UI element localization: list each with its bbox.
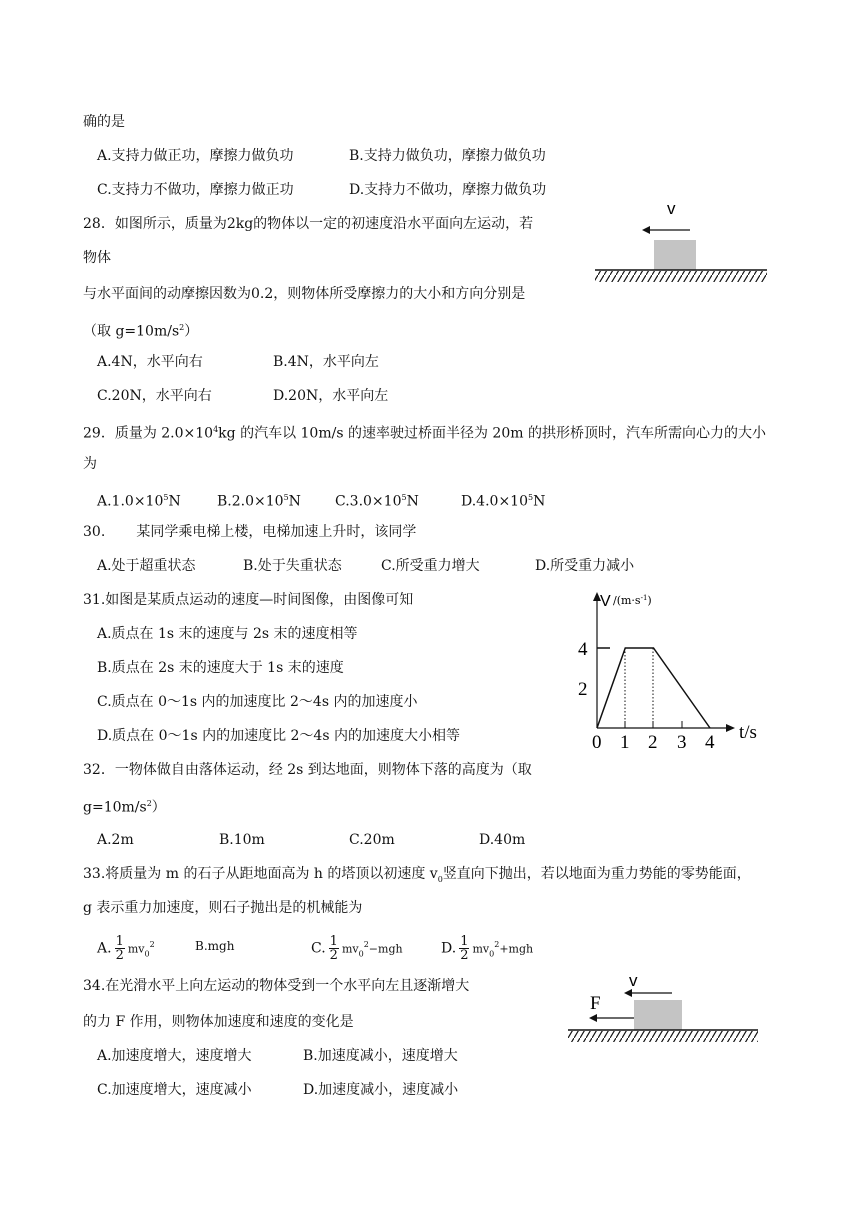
q28-stem-line1: 28．如图所示，质量为2kg的物体以一定的初速度沿水平面向左运动，若 [83, 216, 534, 232]
q29-option-d: $D.4.0\times 10^5N$ [461, 493, 546, 510]
q34-option-c: C.加速度增大，速度减小 [97, 1082, 252, 1098]
q29-stem-line1: 29．质量为 $2.0\times 10^4kg$ 的汽车以 10m/s 的速率驶过桥面半径为 20m 的拱形桥顶时，汽车所需向心力的大小 [83, 425, 766, 442]
y-axis-unit: $/(m\cdot s^{-1})$ [613, 594, 652, 607]
q29-stem-line2: 为 [83, 456, 97, 472]
x-tick-label-4: 4 [705, 732, 715, 753]
q30-option-b: B.处于失重状态 [243, 558, 342, 574]
q34-stem-line2: 的力 F 作用，则物体加速度和速度的变化是 [83, 1014, 354, 1030]
x-tick-label-0: 0 [592, 732, 602, 753]
q34-block-figure [562, 968, 762, 1053]
block [634, 1000, 682, 1030]
q31-option-a: A.质点在 1s 末的速度与 2s 末的速度相等 [97, 626, 358, 642]
q32-option-b: B.10m [219, 832, 265, 848]
x-tick-label-2: 2 [648, 732, 658, 753]
q28-option-a: A.4N，水平向右 [97, 354, 203, 370]
q34-stem-line1: 34.在光滑水平上向左运动的物体受到一个水平向左且逐渐增大 [83, 978, 470, 994]
q28-stem-line2: 物体 [83, 250, 111, 266]
fraction-one-half: $\frac{1}{2}$ [329, 934, 338, 964]
velocity-label: v [667, 199, 676, 218]
x-tick-label-1: 1 [620, 732, 630, 753]
ground-hatch [568, 1031, 758, 1042]
q33-stem-line1: 33.将质量为 m 的石子从距地面高为 h 的塔顶以初速度 $v_0$竖直向下抛出，若以地面为重力势能的零势能面， [83, 866, 751, 884]
y-axis-label: V [600, 593, 611, 610]
q28-option-d: D.20N，水平向左 [273, 388, 389, 404]
q32-option-d: D.40m [479, 832, 526, 848]
q33-option-a: A. $\frac{1}{2}$ $mv_0^2$ [97, 934, 155, 964]
q28-option-b: B.4N，水平向左 [273, 354, 379, 370]
x-axis-arrow [726, 724, 735, 732]
q29-option-b: $B.2.0\times 10^5N$ [217, 493, 301, 510]
q28-block-figure [592, 195, 772, 290]
q30-option-c: C.所受重力增大 [381, 558, 480, 574]
q31-option-d: D.质点在 0～1s 内的加速度比 2～4s 内的加速度大小相等 [97, 728, 460, 744]
q32-option-a: A.2m [97, 832, 134, 848]
q27-option-d: D.支持力不做功，摩擦力做负功 [349, 182, 547, 198]
q33-option-d: D. $\frac{1}{2}$ $mv_0^2+mgh$ [441, 934, 534, 964]
x-axis-label: t/s [739, 722, 757, 743]
q27-continuation: 确的是 [83, 114, 125, 130]
q31-option-c: C.质点在 0～1s 内的加速度比 2～4s 内的加速度小 [97, 694, 418, 710]
x-tick-label-3: 3 [677, 732, 687, 753]
y-tick-label-4: 4 [578, 639, 588, 660]
q31-vt-graph [578, 588, 772, 758]
q33-option-c: C. $\frac{1}{2}$ $mv_0^2-mgh$ [311, 934, 403, 964]
ground-hatch [595, 271, 767, 282]
velocity-arrow [624, 989, 672, 997]
q32-stem-line2: $g=10m/s^2$） [83, 799, 166, 816]
force-label: F [590, 993, 601, 1014]
q30-stem: 30. 某同学乘电梯上楼，电梯加速上升时，该同学 [83, 524, 417, 540]
q30-option-a: A.处于超重状态 [97, 558, 196, 574]
fraction-one-half: $\frac{1}{2}$ [115, 934, 124, 964]
q30-option-d: D.所受重力减小 [535, 558, 635, 574]
y-tick-label-2: 2 [578, 679, 588, 700]
q34-option-b: B.加速度减小，速度增大 [303, 1048, 458, 1064]
force-arrow [589, 1014, 635, 1022]
q29-option-a: $A.1.0\times 10^5N$ [97, 493, 181, 510]
q27-option-b: B.支持力做负功，摩擦力做负功 [349, 148, 546, 164]
q34-option-d: D.加速度减小，速度减小 [303, 1082, 459, 1098]
velocity-label: v [629, 971, 638, 990]
q27-option-a: A.支持力做正功，摩擦力做负功 [97, 148, 294, 164]
q27-option-c: C.支持力不做功，摩擦力做正功 [97, 182, 294, 198]
q31-stem: 31.如图是某质点运动的速度—时间图像，由图像可知 [83, 592, 414, 608]
block [654, 240, 696, 270]
q29-option-c: $C.3.0\times 10^5N$ [335, 493, 419, 510]
fraction-one-half: $\frac{1}{2}$ [460, 934, 469, 964]
q32-option-c: C.20m [349, 832, 395, 848]
q33-option-b: B.mgh [195, 939, 235, 953]
q34-option-a: A.加速度增大，速度增大 [97, 1048, 252, 1064]
velocity-arrow [642, 226, 690, 234]
q28-stem-line3: 与水平面间的动摩擦因数为0.2，则物体所受摩擦力的大小和方向分别是 [83, 286, 526, 302]
q28-stem-line4: （取 $g=10m/s^2$） [83, 323, 199, 340]
q28-option-c: C.20N，水平向右 [97, 388, 212, 404]
q33-stem-line2: g 表示重力加速度，则石子抛出是的机械能为 [83, 900, 363, 916]
q32-stem-line1: 32．一物体做自由落体运动，经 2s 到达地面，则物体下落的高度为（取 [83, 762, 532, 778]
q31-option-b: B.质点在 2s 末的速度大于 1s 末的速度 [97, 660, 344, 676]
